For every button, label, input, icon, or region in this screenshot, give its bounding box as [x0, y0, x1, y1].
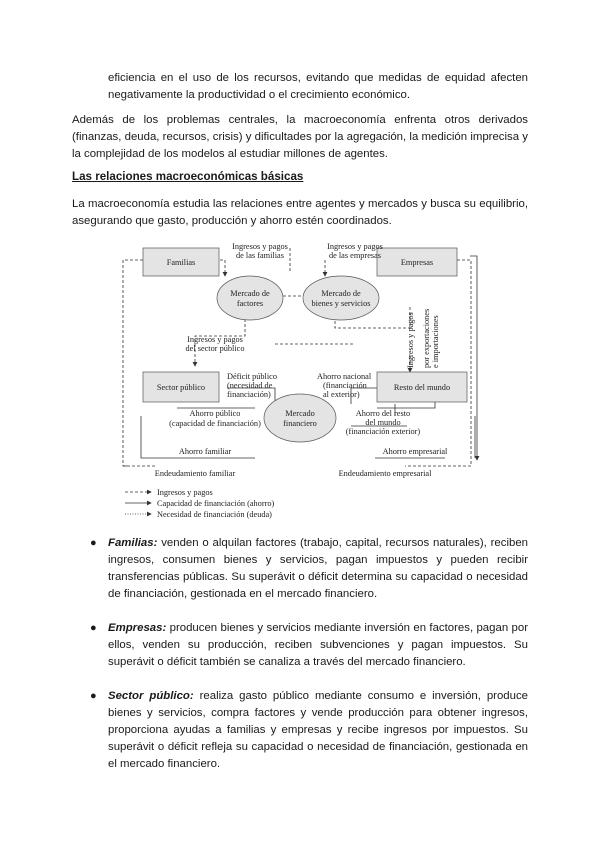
- ellipse-bienes-line2: bienes y servicios: [311, 299, 371, 308]
- flow-endeudamiento-familiar: Endeudamiento familiar: [154, 469, 236, 478]
- flow-vertical-ingresos: Ingresos y pagos: [406, 312, 415, 368]
- flow-ahorro-nacional-1: Ahorro nacional: [317, 372, 372, 381]
- bullet-text: venden o alquilan factores (trabajo, capital, recursos naturales), reciben ingresos, consumen bienes y servicios, pagan impuestos y pueden recibir transferencias públicas. Su superávit o déficit determina su capacidad o necesidad de financiación, gestionada en el mercado financiero.: [108, 537, 528, 600]
- problems-paragraph: Además de los problemas centrales, la macroeconomía enfrenta otros derivados (finanzas, deuda, recursos, crisis) y dificultades por la agregación, la medición imprecisa y la complejidad de los modelos al estudiar millones de agentes.: [72, 114, 528, 160]
- ellipse-factores-line1: Mercado de: [230, 289, 270, 298]
- bullet-familias: [90, 535, 528, 603]
- flow-vertical-export-2: e importaciones: [431, 315, 440, 368]
- bullet-icon: ●: [90, 690, 97, 702]
- flow-endeudamiento-empresarial: Endeudamiento empresarial: [338, 469, 432, 478]
- flow-ingresos-empresas-1: Ingresos y pagos: [327, 242, 383, 251]
- legend-necesidad: Necesidad de financiación (deuda): [157, 510, 272, 519]
- agents-bullet-list: [90, 535, 528, 773]
- flow-deficit-3: financiación): [227, 390, 271, 399]
- flow-ahorro-resto-2: del mundo: [365, 418, 401, 427]
- flow-ahorro-publico-1: Ahorro público: [189, 409, 241, 418]
- label-familias: Familias: [166, 258, 196, 267]
- ellipse-financiero-line1: Mercado: [285, 409, 315, 418]
- ellipse-mercado-bienes: [303, 276, 379, 320]
- flow-ingresos-sector-2: del sector público: [185, 344, 245, 353]
- flow-ahorro-familiar: Ahorro familiar: [178, 447, 232, 456]
- section-heading: Las relaciones macroeconómicas básicas: [72, 170, 304, 183]
- bullet-text: producen bienes y servicios mediante inversión en factores, pagan por ellos, venden su producción, reciben subvenciones y pagan impuestos. Su superávit o déficit también se canaliza a través del mercado financiero.: [108, 622, 528, 668]
- bullet-text: realiza gasto público mediante consumo e inversión, produce bienes y servicios, compra factores y vende producción para obtener ingresos, proporciona ayudas a familias y empresas y recibe ingresos por impuestos. Su superávit o déficit refleja su capacidad o necesidad de financiación, gestionada en el mercado financiero.: [108, 690, 528, 770]
- macroeconomic-flow-diagram: [115, 236, 485, 528]
- flow-ingresos-familias-2: de las familias: [236, 251, 284, 260]
- flow-ingresos-sector-1: Ingresos y pagos: [187, 335, 243, 344]
- ellipse-financiero-line2: financiero: [283, 419, 317, 428]
- bullet-term: Sector público:: [108, 690, 194, 702]
- legend-ingresos: Ingresos y pagos: [157, 488, 213, 497]
- ellipse-factores-line2: factores: [236, 299, 264, 308]
- label-sector-publico: Sector público: [156, 383, 206, 392]
- flow-ahorro-resto-1: Ahorro del resto: [355, 409, 411, 418]
- flow-deficit-1: Déficit público: [227, 372, 277, 381]
- bullet-term: Familias:: [108, 537, 158, 549]
- ellipse-mercado-factores: [217, 276, 283, 320]
- intro-continuation-paragraph: eficiencia en el uso de los recursos, evitando que medidas de equidad afecten negativamente la productividad o el crecimiento económico.: [108, 72, 528, 101]
- bullet-term: Empresas:: [108, 622, 167, 634]
- flow-ahorro-nacional-3: al exterior): [323, 390, 360, 399]
- bullet-icon: ●: [90, 622, 97, 634]
- bullet-sector-publico: [90, 688, 528, 773]
- flow-vertical-export-1: por exportaciones: [422, 308, 431, 368]
- bullet-icon: ●: [90, 537, 97, 549]
- relations-paragraph: La macroeconomía estudia las relaciones entre agentes y mercados y busca su equilibrio, asegurando que gasto, producción y ahorro estén coordinados.: [72, 198, 528, 227]
- label-empresas: Empresas: [400, 258, 434, 267]
- ellipse-bienes-line1: Mercado de: [321, 289, 361, 298]
- legend-capacidad: Capacidad de financiación (ahorro): [157, 499, 275, 508]
- flow-ahorro-publico-2: (capacidad de financiación): [169, 419, 261, 428]
- label-resto-mundo: Resto del mundo: [393, 383, 451, 392]
- bullet-empresas: [90, 620, 528, 671]
- ellipse-mercado-financiero: [264, 394, 336, 442]
- flow-deficit-2: (necesidad de: [227, 381, 273, 390]
- flow-ingresos-familias-1: Ingresos y pagos: [232, 242, 288, 251]
- flow-ahorro-nacional-2: (financiación: [323, 381, 367, 390]
- flow-ingresos-empresas-2: de las empresas: [328, 251, 382, 260]
- flow-ahorro-empresarial: Ahorro empresarial: [382, 447, 448, 456]
- flow-ahorro-resto-3: (financiación exterior): [345, 427, 421, 436]
